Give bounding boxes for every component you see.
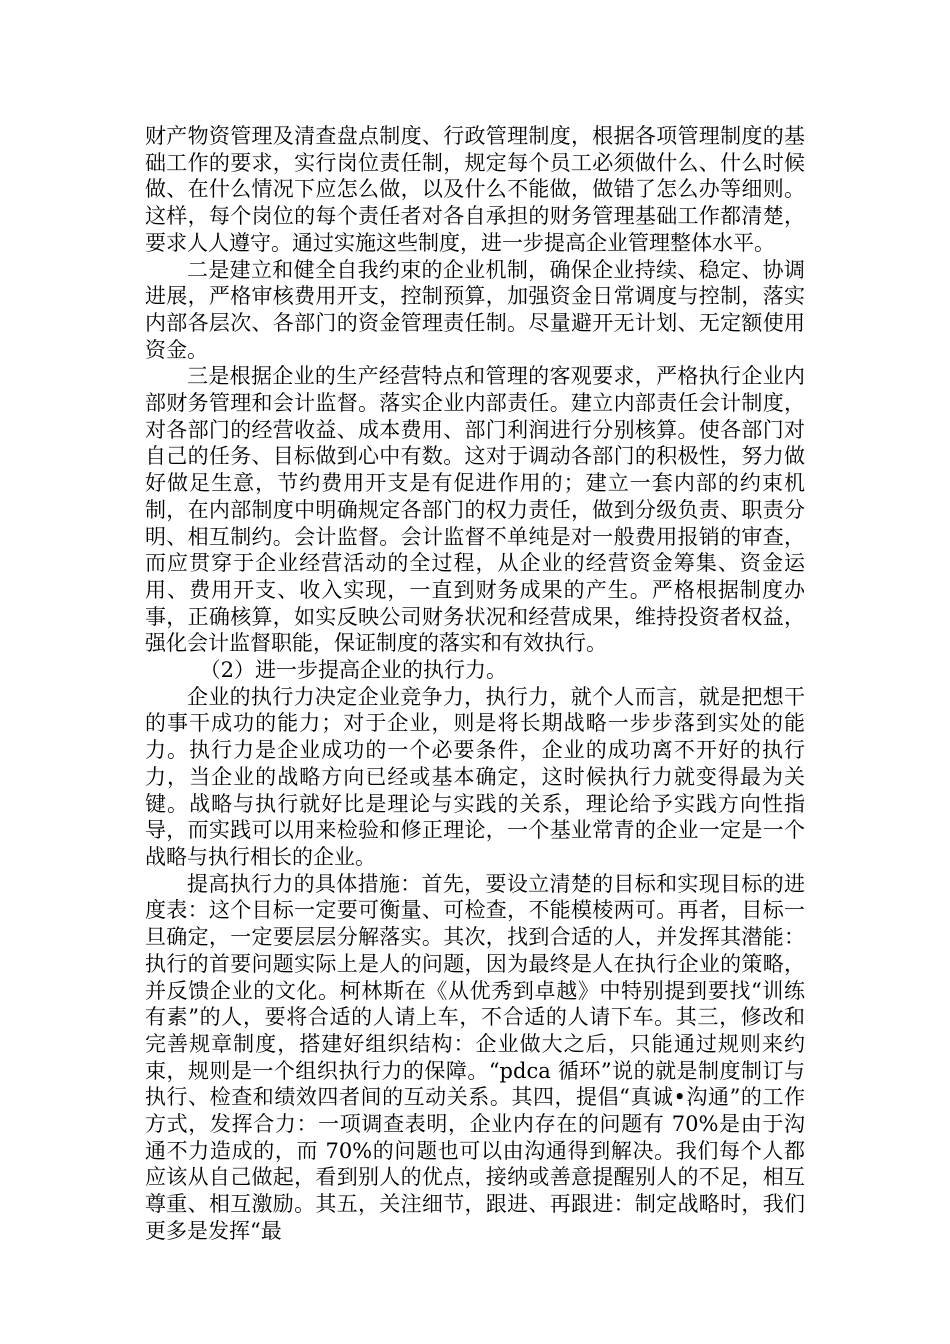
paragraph-5: 企业的执行力决定企业竞争力，执行力，就个人而言，就是把想干的事干成功的能力；对于企业，则是将长期战略一步步落到实处的能力。执行力是企业成功的一个必要条件，企业的成功离不开好的执行力，当企业的战略方向已经或基本确定，这时候执行力就变得最为关键。战略与执行就好比是理论与实践的关系，理论给予实践方向性指导，而实践可以用来检验和修正理论，一个基业常青的企业一定是一个战略与执行相长的企业。 xyxy=(145,684,805,869)
section-heading-2: （2）进一步提高企业的执行力。 xyxy=(199,658,507,683)
paragraph-2: 二是建立和健全自我约束的企业机制，确保企业持续、稳定、协调进展，严格审核费用开支，控制预算，加强资金日常调度与控制，落实内部各层次、各部门的资金管理责任制。尽量避开无计划、无定额使用资金。 xyxy=(145,257,805,362)
paragraph-6: 提高执行力的具体措施：首先，要设立清楚的目标和实现目标的进度表：这个目标一定要可衡量、可检查，不能模棱两可。再者，目标一旦确定，一定要层层分解落实。其次，找到合适的人，并发挥其潜能：执行的首要问题实际上是人的问题，因为最终是人在执行企业的策略，并反馈企业的文化。柯林斯在《从优秀到卓越》中特别提到要找“训练有素”的人，要将合适的人请上车，不合适的人请下车。其三，修改和完善规章制度，搭建好组织结构：企业做大之后，只能通过规则来约束，规则是一个组织执行力的保障。“pdca 循环”说的就是制度制订与执行、检查和绩效四者间的互动关系。其四，提倡“真诚•沟通”的工作方式，发挥合力：一项调查表明，企业内存在的问题有 70%是由于沟通不力造成的，而 70%的问题也可以由沟通得到解决。我们每个人都应该从自己做起，看到别人的优点，接纳或善意提醒别人的不足，相互尊重、相互激励。其五，关注细节，跟进、再跟进：制定战略时，我们更多是发挥“最 xyxy=(145,871,805,1243)
paragraph-1: 财产物资管理及清查盘点制度、行政管理制度，根据各项管理制度的基础工作的要求，实行岗位责任制，规定每个员工必须做什么、什么时候做、在什么情况下应怎么做，以及什么不能做，做错了怎么办等细则。这样，每个岗位的每个责任者对各自承担的财务管理基础工作都清楚，要求人人遵守。通过实施这些制度，进一步提高企业管理整体水平。 xyxy=(145,124,805,255)
document-page xyxy=(145,123,805,1245)
paragraph-3: 三是根据企业的生产经营特点和管理的客观要求，严格执行企业内部财务管理和会计监督。落实企业内部责任。建立内部责任会计制度，对各部门的经营收益、成本费用、部门利润进行分别核算。使各部门对自己的任务、目标做到心中有数。这对于调动各部门的积极性，努力做好做足生意，节约费用开支是有促进作用的；建立一套内部的约束机制，在内部制度中明确规定各部门的权力责任，做到分级负责、职责分明、相互制约。会计监督。会计监督不单纯是对一般费用报销的审查，而应贯穿于企业经营活动的全过程，从企业的经营资金筹集、资金运用、费用开支、收入实现，一直到财务成果的产生。严格根据制度办事，正确核算，如实反映公司财务状况和经营成果，维持投资者权益，强化会计监督职能，保证制度的落实和有效执行。 xyxy=(145,364,805,656)
